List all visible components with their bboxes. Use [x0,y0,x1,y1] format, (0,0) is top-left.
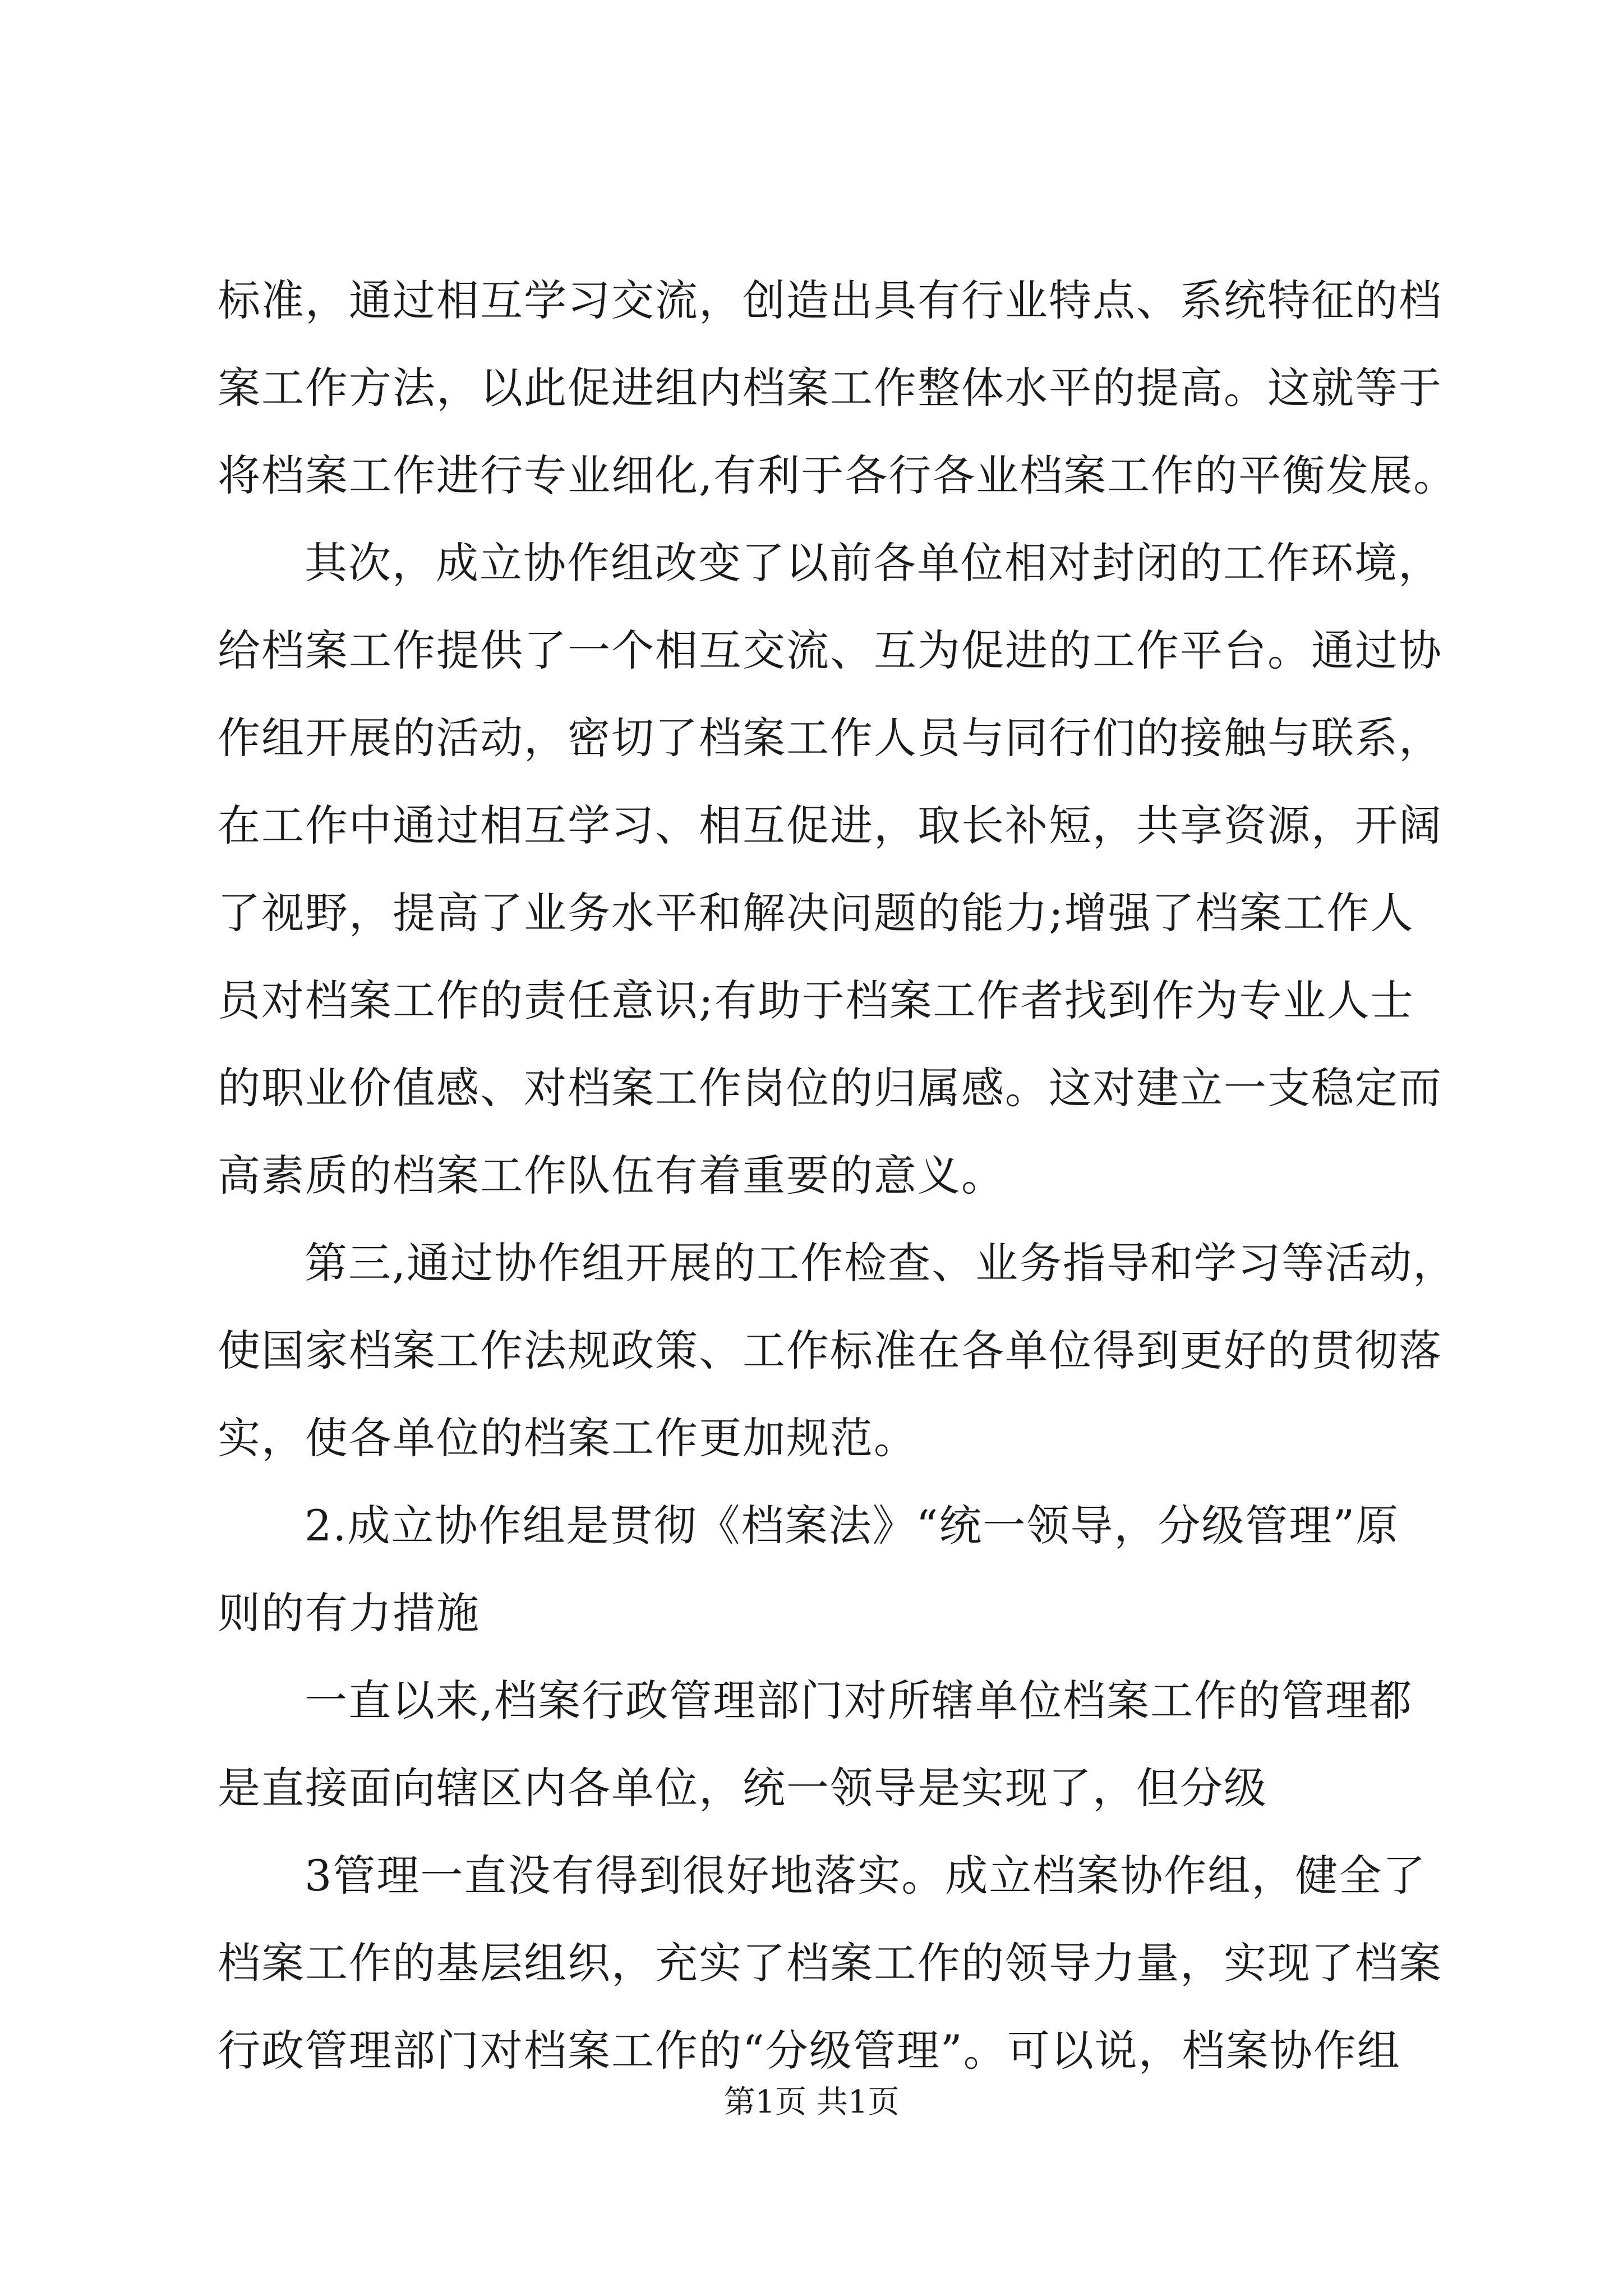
text-line: 2.成立协作组是贯彻《档案法》“统一领导，分级管理”原 [305,1501,1400,1550]
text-line: 其次，成立协作组改变了以前各单位相对封闭的工作环境， [305,538,1442,588]
text-line: 实，使各单位的档案工作更加规范。 [218,1413,917,1463]
text-line: 给档案工作提供了一个相互交流、互为促进的工作平台。通过协 [218,625,1442,675]
text-line: 是直接面向辖区内各单位，统一领导是实现了，但分级 [218,1763,1267,1813]
text-line: 行政管理部门对档案工作的“分级管理”。可以说，档案协作组 [218,2026,1401,2076]
text-line: 第三,通过协作组开展的工作检查、业务指导和学习等活动， [305,1238,1457,1288]
text-line: 使国家档案工作法规政策、工作标准在各单位得到更好的贯彻落 [218,1326,1442,1375]
text-line: 3管理一直没有得到很好地落实。成立档案协作组，健全了 [305,1851,1427,1901]
text-line: 案工作方法，以此促进组内档案工作整体水平的提高。这就等于 [218,363,1442,413]
page-footer: 第1页 共1页 [723,2084,900,2120]
text-line: 将档案工作进行专业细化,有利于各行各业档案工作的平衡发展。 [218,450,1458,500]
body-text [218,257,1458,2095]
text-line: 作组开展的活动，密切了档案工作人员与同行们的接触与联系， [218,713,1442,763]
text-line: 标准，通过相互学习交流，创造出具有行业特点、系统特征的档 [218,275,1442,325]
text-line: 了视野，提高了业务水平和解决问题的能力;增强了档案工作人 [218,888,1414,938]
text-line: 档案工作的基层组织，充实了档案工作的领导力量，实现了档案 [218,1938,1442,1988]
text-line: 的职业价值感、对档案工作岗位的归属感。这对建立一支稳定而 [218,1063,1442,1113]
text-line: 一直以来,档案行政管理部门对所辖单位档案工作的管理都 [305,1676,1413,1726]
text-line: 在工作中通过相互学习、相互促进，取长补短，共享资源，开阔 [218,800,1442,850]
text-line: 则的有力措施 [218,1588,480,1638]
text-line: 高素质的档案工作队伍有着重要的意义。 [218,1151,1005,1200]
text-line: 员对档案工作的责任意识;有助于档案工作者找到作为专业人士 [218,976,1414,1025]
